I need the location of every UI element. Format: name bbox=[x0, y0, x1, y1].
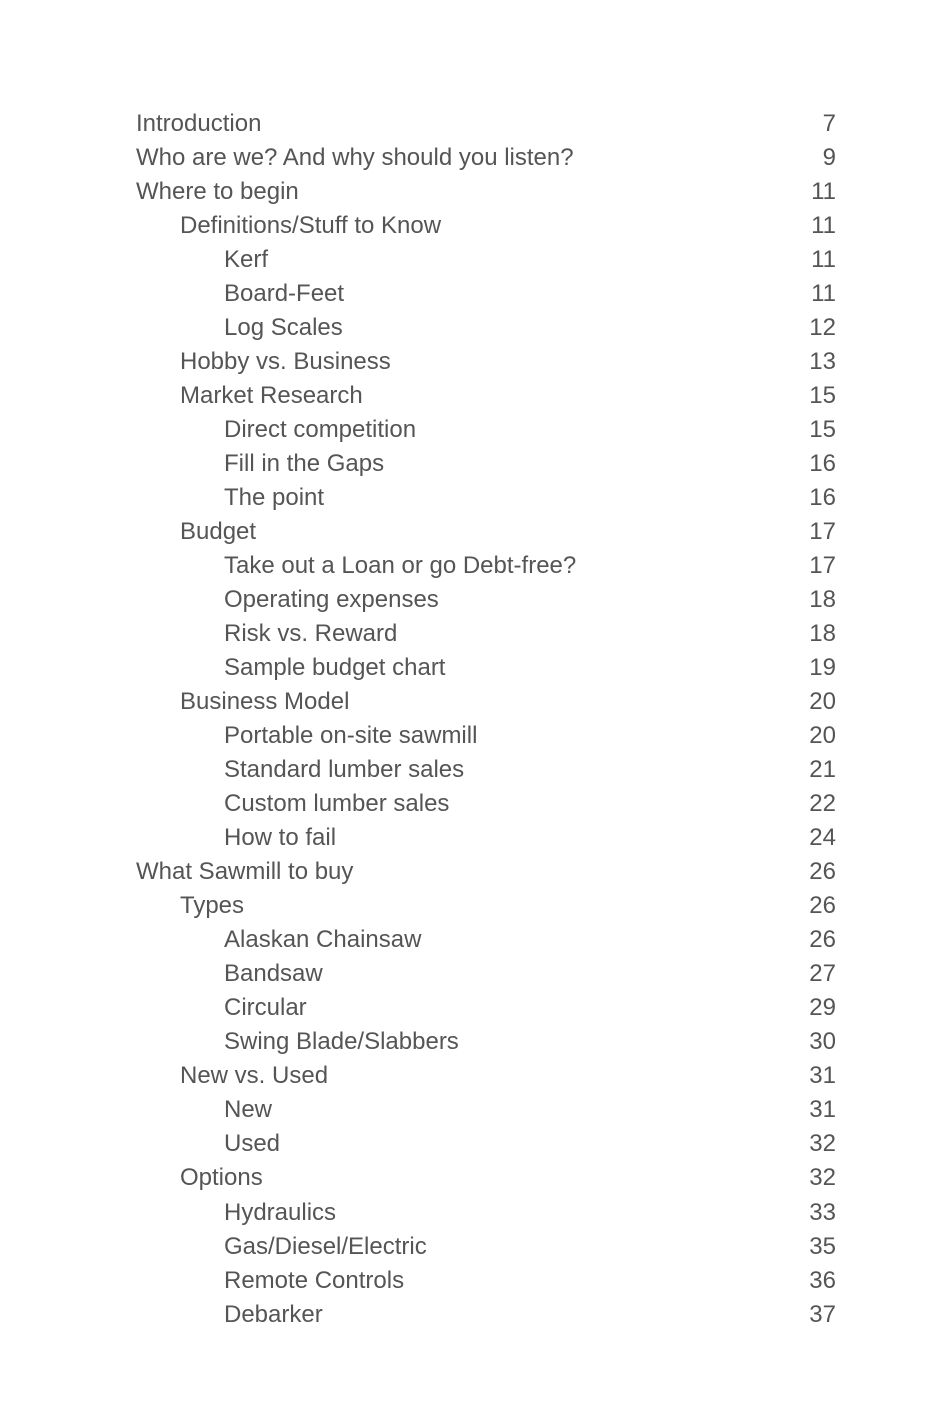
toc-entry-page-number: 33 bbox=[809, 1198, 836, 1226]
toc-entry-page-number: 11 bbox=[811, 178, 836, 206]
toc-entry-title: Hydraulics bbox=[224, 1198, 337, 1226]
toc-entry-title: Log Scales bbox=[224, 314, 343, 342]
toc-entry[interactable] bbox=[136, 617, 836, 651]
toc-entry-page-number: 26 bbox=[809, 892, 836, 920]
toc-entry[interactable] bbox=[136, 957, 836, 991]
toc-entry[interactable] bbox=[136, 277, 836, 311]
toc-entry[interactable] bbox=[136, 175, 836, 209]
toc-entry-page-number: 11 bbox=[811, 280, 836, 308]
toc-entry[interactable] bbox=[136, 209, 836, 243]
toc-entry[interactable] bbox=[136, 243, 836, 277]
toc-entry[interactable] bbox=[136, 413, 836, 447]
toc-entry-title: New vs. Used bbox=[180, 1062, 329, 1090]
toc-entry[interactable] bbox=[136, 481, 836, 515]
toc-entry[interactable] bbox=[136, 1093, 836, 1127]
toc-entry-title: New bbox=[224, 1096, 273, 1124]
toc-entry-page-number: 17 bbox=[809, 552, 836, 580]
toc-entry-title: Where to begin bbox=[136, 178, 299, 206]
toc-entry-title: Portable on-site sawmill bbox=[224, 722, 478, 750]
toc-entry[interactable] bbox=[136, 345, 836, 379]
toc-entry[interactable] bbox=[136, 787, 836, 821]
toc-entry[interactable] bbox=[136, 1025, 836, 1059]
toc-entry-title: Circular bbox=[224, 994, 307, 1022]
toc-entry-title: Hobby vs. Business bbox=[180, 348, 391, 376]
toc-entry-page-number: 11 bbox=[811, 212, 836, 240]
toc-entry-title: Alaskan Chainsaw bbox=[224, 926, 422, 954]
toc-entry-title: Standard lumber sales bbox=[224, 756, 465, 784]
toc-entry-page-number: 37 bbox=[809, 1300, 836, 1328]
toc-entry-page-number: 13 bbox=[809, 348, 836, 376]
toc-entry[interactable] bbox=[136, 753, 836, 787]
toc-entry[interactable] bbox=[136, 1230, 836, 1264]
toc-entry[interactable] bbox=[136, 1059, 836, 1093]
toc-entry-title: Direct competition bbox=[224, 416, 417, 444]
toc-entry-page-number: 22 bbox=[809, 790, 836, 818]
toc-entry[interactable] bbox=[136, 379, 836, 413]
toc-entry[interactable] bbox=[136, 889, 836, 923]
toc-entry-title: Market Research bbox=[180, 382, 363, 410]
toc-entry[interactable] bbox=[136, 549, 836, 583]
toc-entry-title: Options bbox=[180, 1164, 263, 1192]
toc-entry-page-number: 20 bbox=[809, 688, 836, 716]
toc-entry-title: Operating expenses bbox=[224, 586, 439, 614]
toc-entry[interactable] bbox=[136, 685, 836, 719]
toc-entry[interactable] bbox=[136, 1298, 836, 1332]
toc-entry-title: Debarker bbox=[224, 1300, 323, 1328]
toc-entry-title: Definitions/Stuff to Know bbox=[180, 212, 442, 240]
toc-entry-page-number: 30 bbox=[809, 1028, 836, 1056]
toc-entry-page-number: 32 bbox=[809, 1164, 836, 1192]
toc-entry-page-number: 15 bbox=[809, 382, 836, 410]
toc-entry-page-number: 31 bbox=[809, 1096, 836, 1124]
toc-entry-page-number: 15 bbox=[809, 416, 836, 444]
toc-entry[interactable] bbox=[136, 719, 836, 753]
toc-entry-page-number: 7 bbox=[822, 110, 836, 137]
toc-entry-page-number: 18 bbox=[809, 620, 836, 648]
toc-entry[interactable] bbox=[136, 991, 836, 1025]
toc-entry-page-number: 27 bbox=[809, 960, 836, 988]
toc-entry[interactable] bbox=[136, 923, 836, 957]
toc-entry[interactable] bbox=[136, 515, 836, 549]
toc-entry-title: Budget bbox=[180, 518, 257, 546]
toc-entry-title: How to fail bbox=[224, 824, 337, 852]
toc-entry[interactable] bbox=[136, 855, 836, 889]
toc-entry-title: Business Model bbox=[180, 688, 350, 716]
toc-entry-title: Take out a Loan or go Debt-free? bbox=[224, 552, 577, 580]
toc-entry-page-number: 26 bbox=[809, 926, 836, 954]
toc-entry[interactable] bbox=[136, 107, 836, 141]
toc-entry-title: What Sawmill to buy bbox=[136, 858, 354, 886]
toc-entry-page-number: 21 bbox=[809, 756, 836, 784]
toc-entry-title: The point bbox=[224, 484, 325, 512]
toc-entry-title: Custom lumber sales bbox=[224, 790, 450, 818]
toc-entry[interactable] bbox=[136, 821, 836, 855]
toc-entry[interactable] bbox=[136, 141, 836, 175]
toc-entry-title: Used bbox=[224, 1130, 281, 1158]
toc-entry-title: Introduction bbox=[136, 110, 262, 137]
toc-entry-page-number: 26 bbox=[809, 858, 836, 886]
toc-entry-title: Risk vs. Reward bbox=[224, 620, 398, 648]
toc-entry-page-number: 29 bbox=[809, 994, 836, 1022]
toc-entry[interactable] bbox=[136, 1161, 836, 1195]
toc-entry-title: Swing Blade/Slabbers bbox=[224, 1028, 459, 1056]
toc-entry-page-number: 32 bbox=[809, 1130, 836, 1158]
toc-entry-page-number: 35 bbox=[809, 1232, 836, 1260]
toc-entry-page-number: 11 bbox=[811, 246, 836, 274]
toc-entry[interactable] bbox=[136, 1127, 836, 1161]
toc-entry[interactable] bbox=[136, 651, 836, 685]
toc-entry[interactable] bbox=[136, 583, 836, 617]
toc-entry-title: Kerf bbox=[224, 246, 269, 274]
toc-entry-page-number: 16 bbox=[809, 484, 836, 512]
toc-entry-title: Bandsaw bbox=[224, 960, 323, 988]
toc-entry-title: Sample budget chart bbox=[224, 654, 446, 682]
toc-entry[interactable] bbox=[136, 1264, 836, 1298]
toc-entry-title: Board-Feet bbox=[224, 280, 345, 308]
toc-entry-title: Gas/Diesel/Electric bbox=[224, 1232, 427, 1260]
toc-entry-page-number: 9 bbox=[822, 144, 836, 172]
toc-entry-page-number: 18 bbox=[809, 586, 836, 614]
toc-entry-page-number: 19 bbox=[809, 654, 836, 682]
toc-entry-title: Who are we? And why should you listen? bbox=[136, 144, 574, 172]
toc-entry-title: Fill in the Gaps bbox=[224, 450, 385, 478]
toc-entry[interactable] bbox=[136, 1196, 836, 1230]
toc-entry-page-number: 36 bbox=[809, 1266, 836, 1294]
table-of-contents bbox=[136, 107, 836, 1332]
toc-entry-page-number: 20 bbox=[809, 722, 836, 750]
toc-entry-page-number: 17 bbox=[809, 518, 836, 546]
toc-entry[interactable] bbox=[136, 447, 836, 481]
toc-entry-page-number: 24 bbox=[809, 824, 836, 852]
toc-entry-title: Remote Controls bbox=[224, 1266, 405, 1294]
toc-entry-page-number: 16 bbox=[809, 450, 836, 478]
toc-entry-page-number: 12 bbox=[809, 314, 836, 342]
toc-entry-title: Types bbox=[180, 892, 245, 920]
toc-entry[interactable] bbox=[136, 311, 836, 345]
toc-entry-page-number: 31 bbox=[809, 1062, 836, 1090]
